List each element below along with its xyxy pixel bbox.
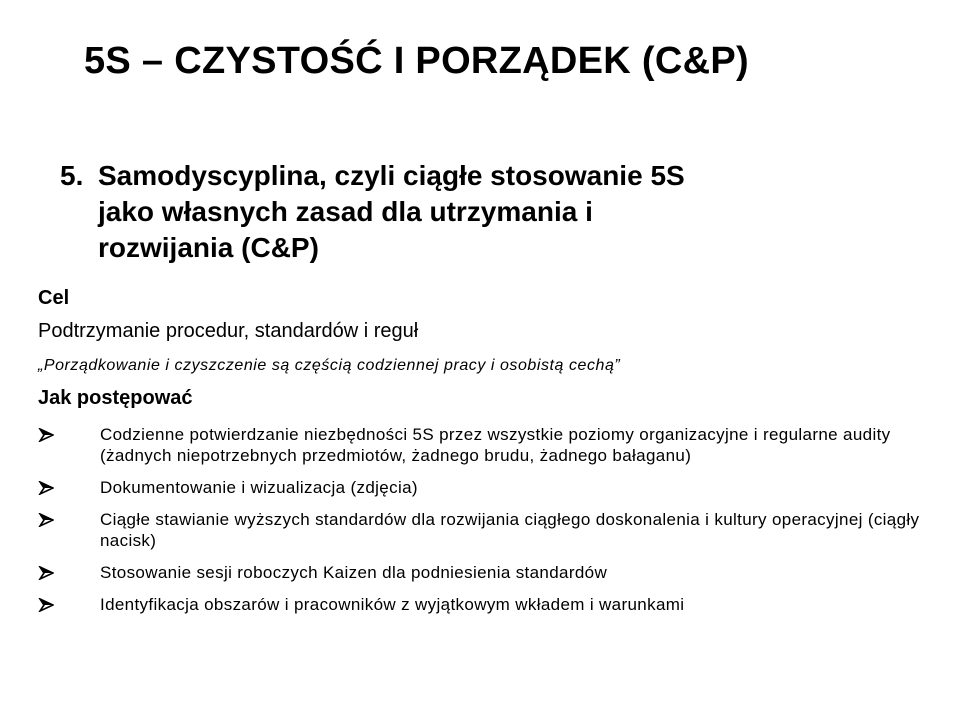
section-heading [60,158,910,266]
slide-title: 5S – CZYSTOŚĆ I PORZĄDEK (C&P) [84,40,749,82]
section-number: 5. [60,160,84,191]
quote-text: „Porządkowanie i czyszczenie są częścią codziennej pracy i osobistą cechą” [38,357,621,374]
goal-label: Cel [38,287,70,309]
arrow-bullet-icon [38,513,54,527]
procedure-list [38,424,938,626]
arrow-bullet-icon [38,566,54,580]
list-item-text: Dokumentowanie i wizualizacja (zdjęcia) [100,478,418,497]
list-item-text: Codzienne potwierdzanie niezbędności 5S przez wszystkie poziomy organizacyjne i regularne audity (żadnych niepotrzebnych przedmiotów, żadnego brudu, żadnego bałaganu) [100,425,891,465]
list-item-text: Identyfikacja obszarów i pracowników z wyjątkowym wkładem i warunkami [100,595,685,614]
arrow-bullet-icon [38,428,54,442]
how-label: Jak postępować [38,387,193,409]
list-item-text: Stosowanie sesji roboczych Kaizen dla podniesienia standardów [100,563,608,582]
list-item [38,424,938,466]
section-heading-line-2: jako własnych zasad dla utrzymania i [98,196,593,227]
list-item-text: Ciągłe stawianie wyższych standardów dla rozwijania ciągłego doskonalenia i kultury operacyjnej (ciągły nacisk) [100,510,920,550]
section-heading-line-3: rozwijania (C&P) [98,232,319,263]
arrow-bullet-icon [38,598,54,612]
list-item [38,509,938,551]
arrow-bullet-icon [38,481,54,495]
list-item [38,477,938,498]
goal-text: Podtrzymanie procedur, standardów i reguł [38,320,419,342]
section-heading-line-1: Samodyscyplina, czyli ciągłe stosowanie 5S [98,160,685,191]
list-item [38,594,938,615]
list-item [38,562,938,583]
